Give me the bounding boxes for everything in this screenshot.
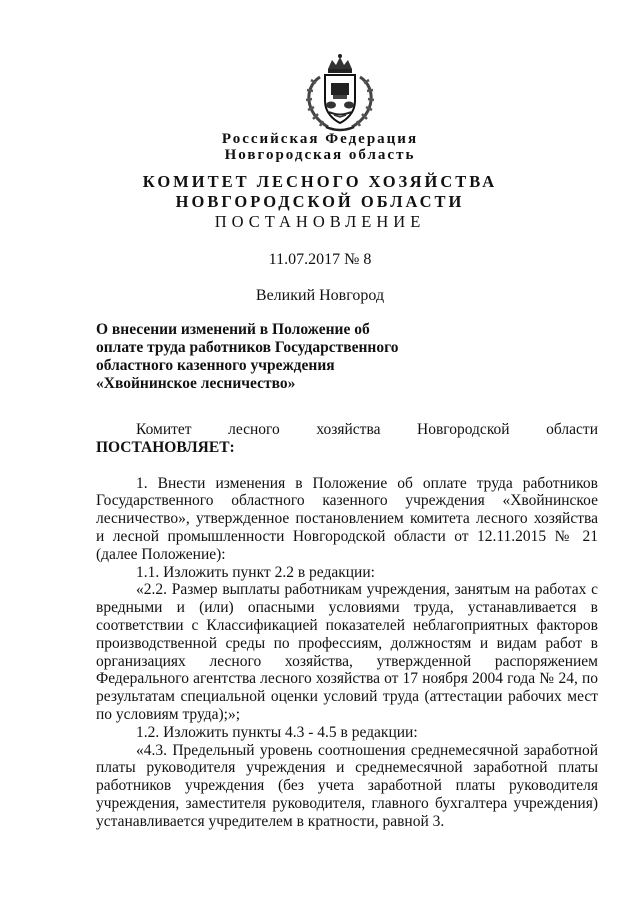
city-name: Великий Новгород <box>255 287 385 304</box>
committee-heading-line1: КОМИТЕТ ЛЕСНОГО ХОЗЯЙСТВА <box>142 172 498 191</box>
paragraph-1-2: 1.2. Изложить пункты 4.3 - 4.5 в редакции: <box>136 723 418 741</box>
document-body <box>96 421 598 831</box>
region-heading: Новгородская область <box>224 147 416 163</box>
coat-of-arms-icon <box>298 53 382 133</box>
country-heading: Российская Федерация <box>221 131 419 147</box>
subject-line: оплате труда работников Государственного <box>96 339 399 356</box>
subject-line: «Хвойнинское лесничество» <box>96 375 296 392</box>
subject-line: О внесении изменений в Положение об <box>96 321 370 338</box>
paragraph-2-2-text: «2.2. Размер выплаты работникам учреждения, занятым на работах с вредными и (или) опасными условиями труда, устанавливается в соответствии с Классификацией показателей неблагоприятных факторов производственной среды по профессиям, должностям и видам работ в организациях лесного хозяйства, утвержденной распоряжением Федерального агентства лесного хозяйства от 17 ноября 2004 года № 24, по результатам специальной оценки условий труда (аттестации рабочих мест по условиям труда);»; <box>96 581 598 723</box>
paragraph-1-1: 1.1. Изложить пункт 2.2 в редакции: <box>136 563 375 581</box>
document-subject <box>96 321 426 393</box>
committee-heading-line2: НОВГОРОДСКОЙ ОБЛАСТИ <box>175 192 465 211</box>
paragraph-1: 1. Внести изменения в Положение об оплате труда работников Государственного областного казенного учреждения «Хвойнинское лесничество», утвержденное постановлением комитета лесного хозяйства и лесной промышленности Новгородской области от 12.11.2015 № 21 (далее Положение): <box>96 474 598 563</box>
paragraph-4-3-text: «4.3. Предельный уровень соотношения среднемесячной заработной платы руководителя учреждения и среднемесячной заработной платы работников учреждения (без учета заработной платы руководителя учреждения, заместителя руководителя, главного бухгалтера учреждения) устанавливается учредителем в кратности, равной 3. <box>96 741 598 830</box>
date-number: 11.07.2017 № 8 <box>268 251 372 268</box>
preamble: Комитет лесного хозяйства Новгородской области <box>136 421 598 438</box>
subject-line: областного казенного учреждения <box>96 357 335 374</box>
resolves-keyword: ПОСТАНОВЛЯЕТ: <box>96 438 235 456</box>
document-type-heading: ПОСТАНОВЛЕНИЕ <box>214 212 426 231</box>
